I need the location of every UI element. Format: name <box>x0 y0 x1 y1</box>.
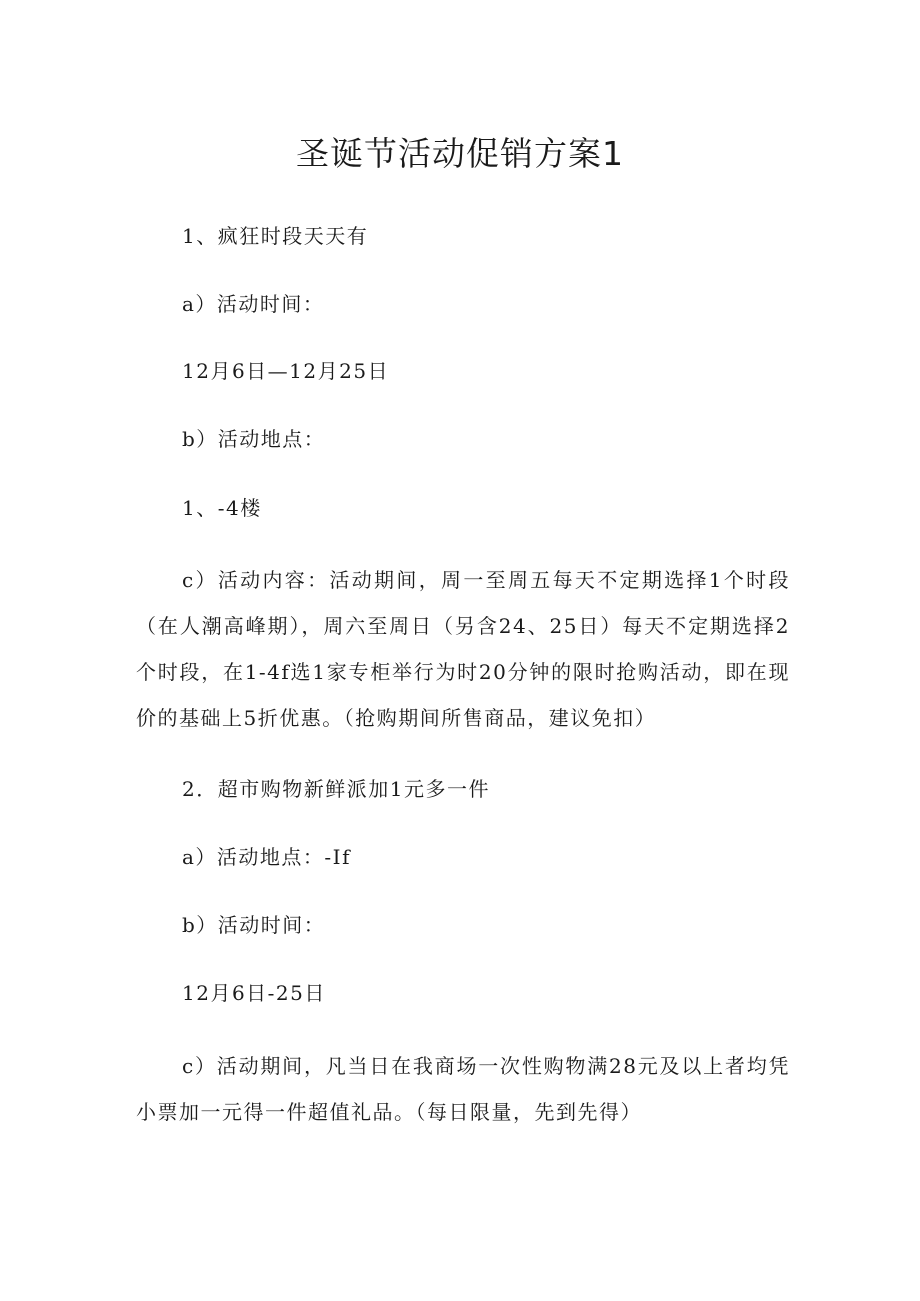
section-heading-2: 2．超市购物新鲜派加1元多一件 <box>182 777 490 801</box>
activity-location-value: 1、-4楼 <box>182 496 262 520</box>
activity-time-label: a）活动时间： <box>182 292 325 316</box>
supermarket-content-paragraph: c）活动期间，凡当日在我商场一次性购物满28元及以上者均凭小票加一元得一件超值礼品。（每日限量，先到先得） <box>136 1054 790 1124</box>
supermarket-location-label: a）活动地点：-If <box>182 845 351 869</box>
supermarket-time-label: b）活动时间： <box>182 913 326 937</box>
activity-location-label: b）活动地点： <box>182 427 326 451</box>
document-title: 圣诞节活动促销方案1 <box>296 134 624 173</box>
supermarket-time-value: 12月6日-25日 <box>182 981 326 1005</box>
activity-time-value: 12月6日—12月25日 <box>182 359 390 383</box>
section-heading-1: 1、疯狂时段天天有 <box>182 224 369 248</box>
activity-content-paragraph: c）活动内容：活动期间，周一至周五每天不定期选择1个时段（在人潮高峰期），周六至周日（另含24、25日）每天不定期选择2个时段，在1-4f选1家专柜举行为时20分钟的限时抢购活动，即在现价的基础上5折优惠。（抢购期间所售商品，建议免扣） <box>136 568 790 730</box>
